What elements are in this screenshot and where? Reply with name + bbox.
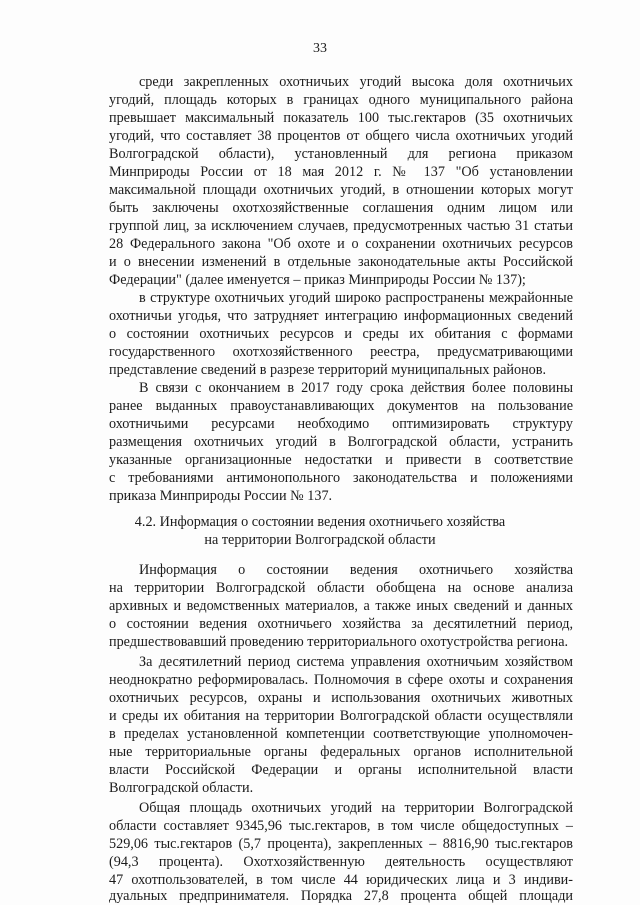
paragraph-line: Федерации" (далее именуется – приказ Минприроды России № 137);	[109, 272, 526, 288]
paragraph-line: 529,06 тыс.гектаров (5,7 процента), закрепленных – 8816,90 тыс.гектаров	[109, 836, 573, 852]
paragraph-line: предшествовавший проведению территориального охотустройства региона.	[109, 634, 569, 650]
section-heading: на территории Волгоградской области	[204, 532, 436, 548]
paragraph-line: охотничьи угодья, что затрудняет интеграцию информационных сведений	[109, 308, 573, 324]
paragraph-line: приказа Минприроды России № 137.	[109, 488, 333, 504]
paragraph-line: и о внесении изменений в отдельные законодательные акты Российской	[109, 254, 573, 270]
paragraph-line: о состоянии охотничьих ресурсов и среды их обитания с формами	[109, 326, 573, 342]
paragraph-line: и среды их обитания на территории Волгоградской области осуществляли	[109, 708, 573, 724]
paragraph-line: (94,3 процента). Охотхозяйственную деятельность осуществляют	[109, 854, 573, 870]
paragraph-line: указанные организационные недостатки и привести в соответствие	[109, 452, 573, 468]
paragraph-line: власти Российской Федерации и органы исполнительной власти	[109, 762, 573, 778]
paragraph-line: охотничьими ресурсами необходимо оптимизировать структуру	[109, 416, 573, 432]
paragraph-line: ранее выданных правоустанавливающих документов на пользование	[109, 398, 573, 414]
paragraph-line: Информация о состоянии ведения охотничьего хозяйства	[139, 562, 573, 578]
paragraph-line: угодий, что составляет 38 процентов от общего числа охотничьих угодий	[109, 128, 573, 144]
paragraph-line: на территории Волгоградской области обобщена на основе анализа	[109, 580, 573, 596]
paragraph-line: с требованиями антимонопольного законодательства и положениями	[109, 470, 573, 486]
paragraph-line: группой лиц, за исключением случаев, предусмотренных частью 31 статьи	[109, 218, 573, 234]
paragraph-line: дуальных предпринимателя. Порядка 27,8 процента общей площади	[109, 888, 573, 904]
paragraph-line: государственного охотхозяйственного реестра, предусматривающими	[109, 344, 573, 360]
paragraph-line: области составляет 9345,96 тыс.гектаров, в том числе общедоступных –	[109, 818, 573, 834]
page-number: 33	[313, 41, 327, 56]
paragraph-line: в структуре охотничьих угодий широко распространены межрайонные	[139, 290, 573, 306]
paragraph-line: о состоянии ведения охотничьего хозяйства за десятилетний период,	[109, 616, 573, 632]
paragraph-line: размещения охотничьих угодий в Волгоградской области, устранить	[109, 434, 573, 450]
paragraph-line: быть заключены охотхозяйственные соглашения одним лицом или	[109, 200, 573, 216]
paragraph-line: неоднократно реформировалась. Полномочия в сфере охоты и сохранения	[109, 672, 573, 688]
paragraph-line: превышает максимальный показатель 100 тыс.гектаров (35 охотничьих	[109, 110, 573, 126]
paragraph-line: максимальной площади охотничьих угодий, в отношении которых могут	[109, 182, 573, 198]
paragraph-line: архивных и ведомственных материалов, а также иных сведений и данных	[109, 598, 573, 614]
paragraph-line: охотничьих ресурсов, охраны и использования охотничьих животных	[109, 690, 573, 706]
paragraph-line: 28 Федерального закона "Об охоте и о сохранении охотничьих ресурсов	[109, 236, 573, 252]
paragraph-line: Минприроды России от 18 мая 2012 г. № 137 "Об установлении	[109, 164, 573, 180]
paragraph-line: В связи с окончанием в 2017 году срока действия более половины	[139, 380, 573, 396]
paragraph-line: в пределах установленной компетенции соответствующие уполномочен-	[109, 726, 573, 742]
section-heading: 4.2. Информация о состоянии ведения охотничьего хозяйства	[134, 514, 506, 530]
paragraph-line: 47 охотпользователей, в том числе 44 юридических лица и 3 индиви-	[109, 872, 573, 888]
paragraph-line: Общая площадь охотничьих угодий на территории Волгоградской	[139, 800, 573, 816]
paragraph-line: представление сведений в разрезе территорий муниципальных районов.	[109, 362, 547, 378]
paragraph-line: Волгоградской области.	[109, 780, 254, 796]
paragraph-line: ные территориальные органы федеральных органов исполнительной	[109, 744, 573, 760]
paragraph-line: среди закрепленных охотничьих угодий высока доля охотничьих	[139, 74, 573, 90]
paragraph-line: угодий, площадь которых в границах одного муниципального района	[109, 92, 573, 108]
paragraph-line: Волгоградской области), установленный для региона приказом	[109, 146, 573, 162]
paragraph-line: За десятилетний период система управления охотничьим хозяйством	[139, 654, 573, 670]
